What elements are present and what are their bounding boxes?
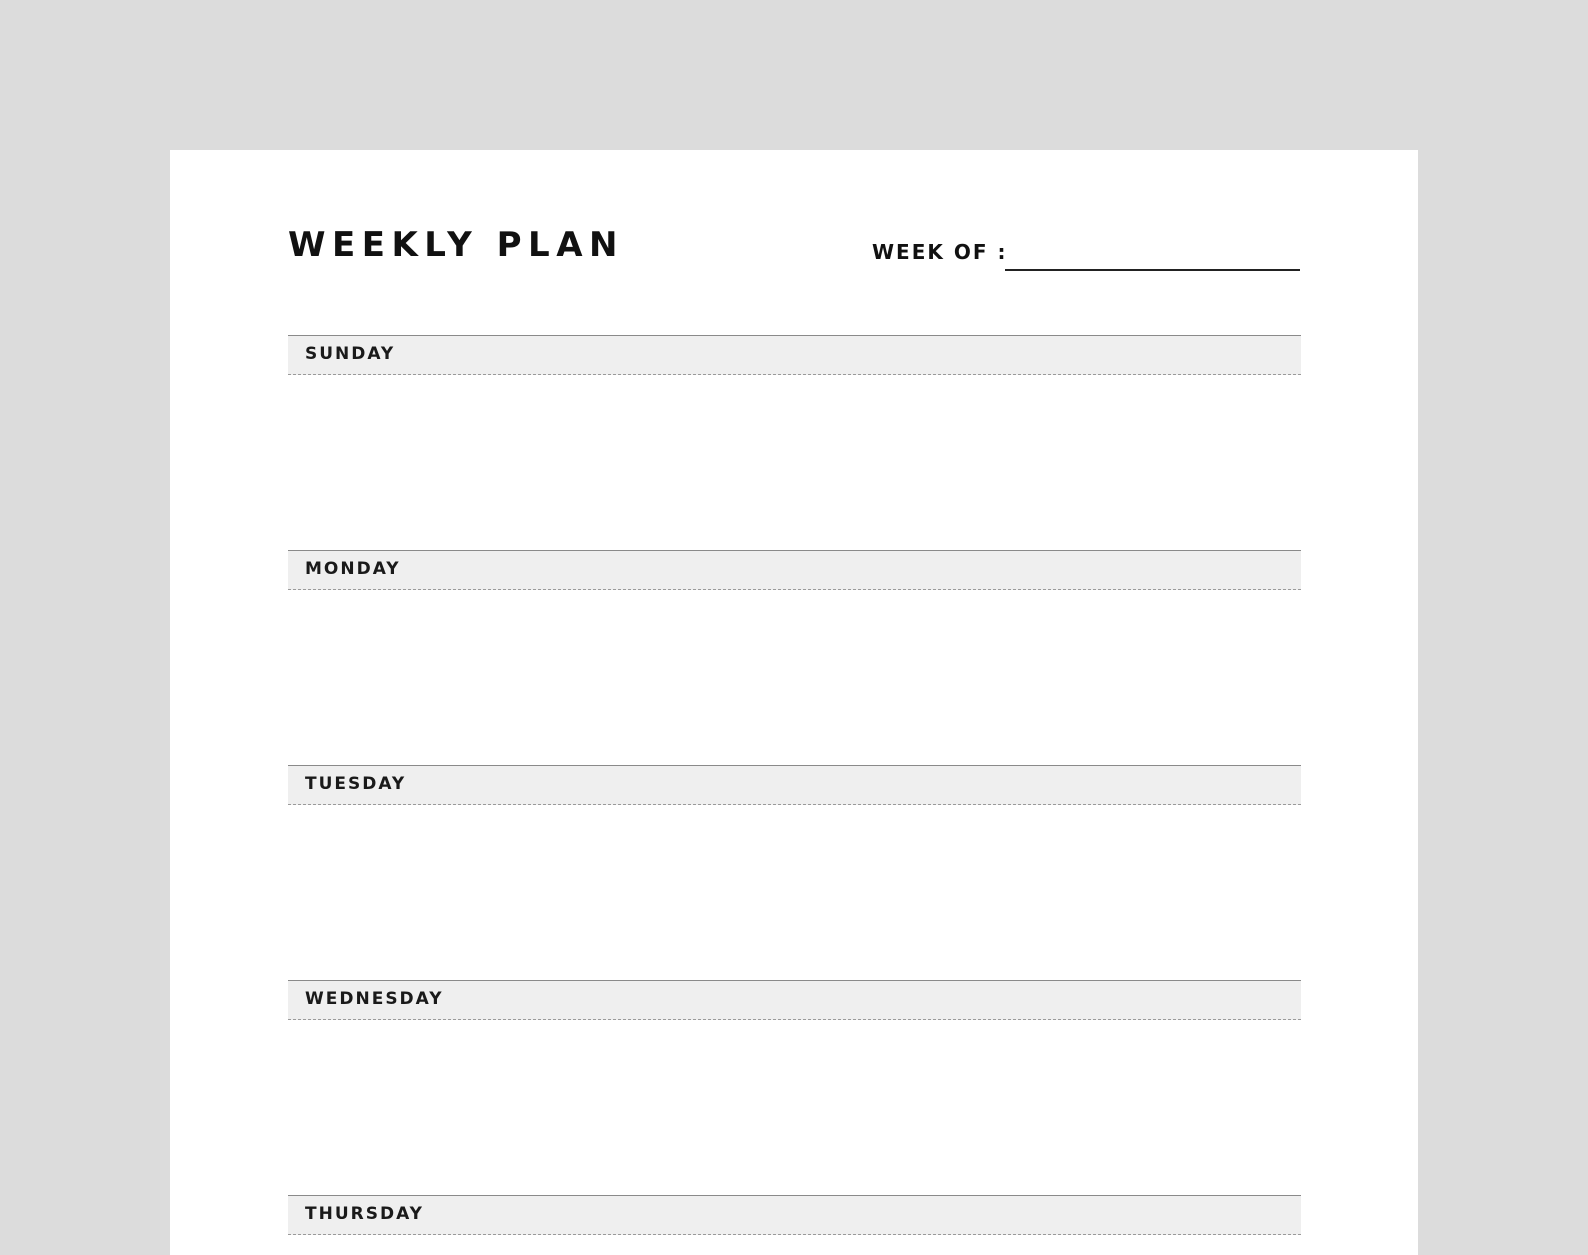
day-label: WEDNESDAY	[305, 989, 444, 1009]
day-header-thursday	[288, 1195, 1301, 1235]
day-header-tuesday	[288, 765, 1301, 805]
day-header-monday	[288, 550, 1301, 590]
week-of-blank-line	[1005, 269, 1300, 271]
page-title: WEEKLY PLAN	[288, 225, 624, 265]
day-header-sunday	[288, 335, 1301, 375]
day-header-wednesday	[288, 980, 1301, 1020]
day-label: THURSDAY	[305, 1204, 424, 1224]
day-label: SUNDAY	[305, 344, 396, 364]
day-label: MONDAY	[305, 559, 401, 579]
week-of-label: WEEK OF :	[872, 240, 1008, 264]
planner-sheet	[170, 150, 1418, 1255]
day-label: TUESDAY	[305, 774, 407, 794]
